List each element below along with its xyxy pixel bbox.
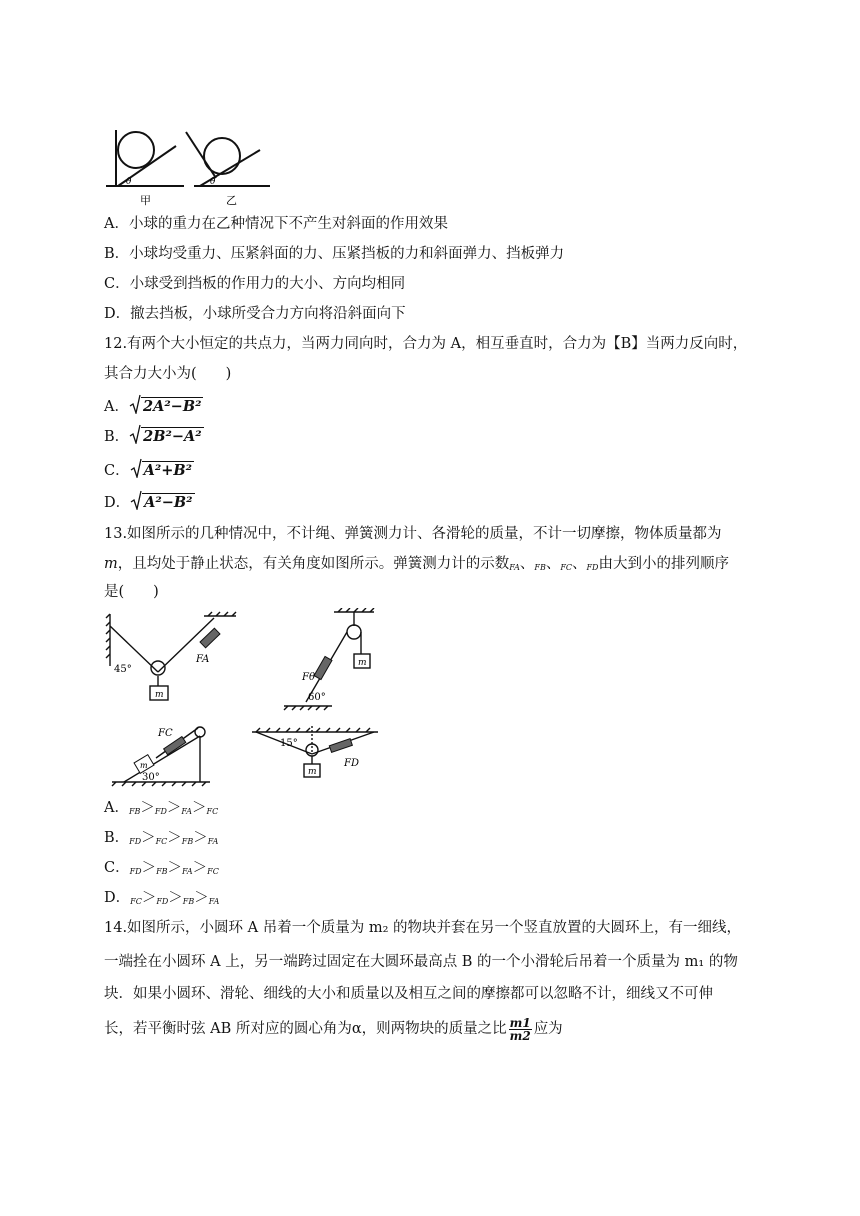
q13-sep: 、 bbox=[519, 556, 535, 572]
q13-stem-line1: 13.如图所示的几种情况中，不计绳、弹簧测力计、各滑轮的质量，不计一切摩擦，物体质量都为 bbox=[104, 526, 722, 542]
q13-a-mass: m bbox=[155, 690, 164, 700]
sqrt-icon bbox=[129, 424, 141, 450]
q13-gt: ＞ bbox=[192, 860, 208, 876]
q13-gt: ＞ bbox=[194, 890, 209, 906]
q12-option-b-expr: 2B²−A² bbox=[143, 428, 202, 445]
q12-option-d-label: D． bbox=[104, 495, 131, 511]
q12-option-a-expr: 2A²−B² bbox=[142, 398, 202, 415]
q12-option-c bbox=[104, 458, 194, 484]
q13-option-d-item: FB bbox=[182, 897, 195, 906]
q13-gt: ＞ bbox=[167, 830, 182, 846]
q13-figure-d bbox=[250, 724, 380, 784]
sqrt-icon bbox=[130, 490, 142, 516]
q13-option-a-item: FB bbox=[128, 807, 141, 816]
q13-stem-tail: 由大到小的排列顺序 bbox=[598, 556, 729, 572]
q12-option-b bbox=[104, 424, 204, 450]
q14-line4-text: 长，若平衡时弦 AB 所对应的圆心角为α，则两物块的质量之比 bbox=[104, 1021, 507, 1037]
q13-mass-symbol: m bbox=[104, 556, 118, 572]
q13-option-b-item: FA bbox=[207, 837, 219, 846]
q11-theta-jia: θ bbox=[126, 177, 132, 187]
sqrt-icon bbox=[130, 458, 142, 484]
q13-gt: ＞ bbox=[193, 830, 208, 846]
q11-label-jia: 甲 bbox=[140, 194, 151, 207]
q11-option-b: B．小球均受重力、压紧斜面的力、压紧挡板的力和斜面弹力、挡板弹力 bbox=[104, 246, 565, 262]
q13-d-force: FD bbox=[344, 758, 359, 769]
q13-sub-fd: FD bbox=[586, 563, 599, 572]
q13-option-b-label: B． bbox=[104, 830, 130, 846]
q11-option-d: D．撤去挡板，小球所受合力方向将沿斜面向下 bbox=[104, 306, 406, 322]
q13-gt: ＞ bbox=[192, 800, 207, 816]
q13-option-a-item: FA bbox=[181, 807, 193, 816]
q13-sub-fb: FB bbox=[534, 563, 546, 572]
fraction-numerator: m1 bbox=[509, 1015, 531, 1030]
q11-theta-yi: θ bbox=[210, 177, 216, 187]
q13-b-angle: 60° bbox=[308, 692, 326, 703]
q13-sep: 、 bbox=[545, 556, 561, 572]
q13-c-force: FC bbox=[158, 728, 173, 739]
q11-label-yi: 乙 bbox=[226, 194, 237, 207]
q13-b-force: Fθ bbox=[302, 672, 315, 683]
q12-option-a-label: A． bbox=[104, 399, 129, 415]
q14-line3: 块．如果小圆环、滑轮、细线的大小和质量以及相互之间的摩擦都可以忽略不计，细线又不可伸 bbox=[104, 986, 713, 1002]
q13-option-a bbox=[104, 798, 218, 822]
q11-option-c: C．小球受到挡板的作用力的大小、方向均相同 bbox=[104, 276, 406, 292]
q13-option-d bbox=[104, 888, 219, 912]
q13-stem-line3: 是( ) bbox=[104, 584, 159, 600]
q11-figure bbox=[100, 126, 280, 208]
mass-ratio-fraction bbox=[509, 1017, 532, 1042]
q13-option-a-label: A． bbox=[104, 800, 129, 816]
q12-stem-line1: 12.有两个大小恒定的共点力，当两力同向时，合力为 A，相互垂直时，合力为【B】当两力反向时， bbox=[104, 336, 748, 352]
q13-option-b-item: FB bbox=[181, 837, 194, 846]
q12-option-c-label: C． bbox=[104, 463, 130, 479]
q13-option-a-item: FC bbox=[206, 807, 219, 816]
q12-stem-line2: 其合力大小为( ) bbox=[104, 366, 232, 382]
q13-gt: ＞ bbox=[167, 860, 183, 876]
fraction-denominator: m2 bbox=[509, 1028, 531, 1043]
q13-stem-text: ，且均处于静止状态，有关角度如图所示。弹簧测力计的示数 bbox=[117, 556, 510, 572]
q13-option-d-label: D． bbox=[104, 890, 131, 906]
sqrt-icon bbox=[129, 394, 141, 420]
q12-option-d bbox=[104, 490, 195, 516]
q13-figure-a bbox=[104, 610, 240, 706]
q14-line4 bbox=[104, 1014, 563, 1044]
q13-stem-line2 bbox=[104, 554, 729, 578]
q13-gt: ＞ bbox=[141, 860, 157, 876]
q13-sep: 、 bbox=[572, 556, 587, 572]
q13-option-a-item: FD bbox=[154, 807, 167, 816]
q13-c-angle: 30° bbox=[142, 772, 160, 783]
q13-sub-fa: FA bbox=[509, 563, 520, 572]
q13-figure-b bbox=[278, 608, 382, 712]
q12-option-a bbox=[104, 394, 203, 420]
q13-d-angle: 15° bbox=[280, 738, 298, 749]
q13-option-b-item: FC bbox=[155, 837, 168, 846]
q13-gt: ＞ bbox=[140, 800, 155, 816]
q14-line1: 14.如图所示，小圆环 A 吊着一个质量为 m₂ 的物块并套在另一个竖直放置的大圆环上，有一细线， bbox=[104, 920, 742, 936]
q13-b-mass: m bbox=[358, 658, 367, 668]
q12-option-d-expr: A²−B² bbox=[144, 494, 193, 511]
q13-option-d-item: FD bbox=[156, 897, 169, 906]
q13-option-c-item: FC bbox=[207, 867, 219, 876]
q13-c-mass: m bbox=[140, 761, 148, 770]
q13-option-d-item: FC bbox=[130, 897, 142, 906]
q13-option-d-item: FA bbox=[208, 897, 220, 906]
q13-option-b bbox=[104, 828, 218, 852]
q13-gt: ＞ bbox=[141, 890, 157, 906]
q13-option-c-item: FA bbox=[182, 867, 193, 876]
q13-gt: ＞ bbox=[141, 830, 156, 846]
q14-line2: 一端拴在小圆环 A 上，另一端跨过固定在大圆环最高点 B 的一个小滑轮后吊着一个质量为 m₁ 的物 bbox=[104, 954, 738, 970]
q13-a-angle: 45° bbox=[114, 664, 132, 675]
q13-option-c-label: C． bbox=[104, 860, 130, 876]
q13-a-force: FA bbox=[196, 654, 210, 665]
q13-gt: ＞ bbox=[166, 800, 182, 816]
q13-option-c bbox=[104, 858, 219, 882]
q14-line4-tail: 应为 bbox=[533, 1021, 563, 1037]
q13-sub-fc: FC bbox=[560, 563, 572, 572]
q13-gt: ＞ bbox=[168, 890, 183, 906]
q11-option-a: A．小球的重力在乙种情况下不产生对斜面的作用效果 bbox=[104, 216, 448, 232]
q13-figure-c bbox=[110, 720, 214, 788]
q13-option-c-item: FB bbox=[156, 867, 168, 876]
q12-option-b-label: B． bbox=[104, 429, 130, 445]
q13-d-mass: m bbox=[308, 767, 317, 777]
q12-option-c-expr: A²+B² bbox=[143, 462, 192, 479]
q13-option-b-item: FD bbox=[129, 837, 142, 846]
q13-option-c-item: FD bbox=[129, 867, 142, 876]
